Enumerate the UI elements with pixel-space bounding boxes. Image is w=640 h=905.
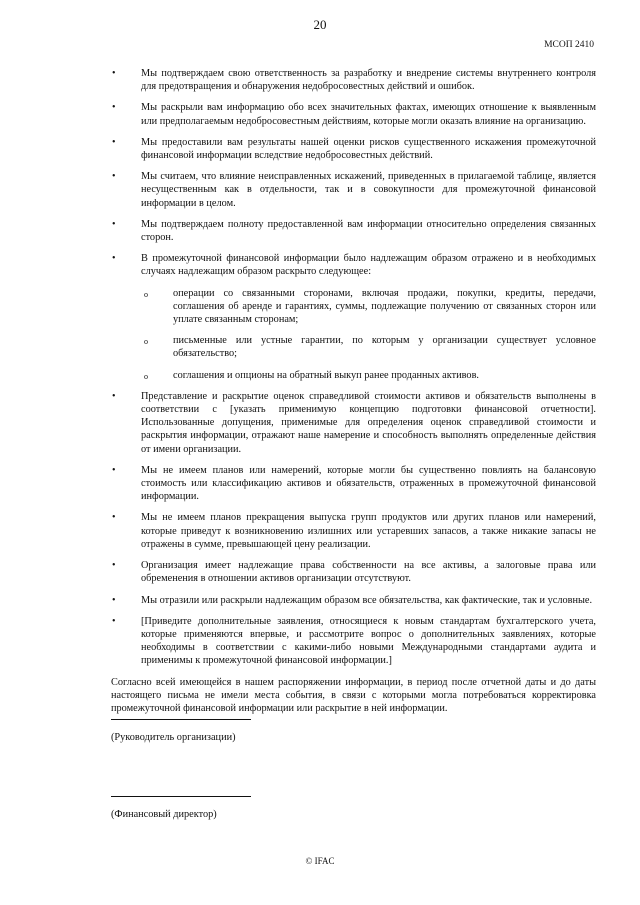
list-item	[112, 67, 596, 93]
list-item	[112, 252, 596, 382]
list-item-text: Мы считаем, что влияние неисправленных искажений, приведенных в прилагаемой таблице, является несущественным как в отдельности, так и в совокупности для промежуточной финансовой информации в целом.	[141, 171, 596, 209]
document-code: МСОП 2410	[544, 40, 594, 50]
signature-line-cfo	[111, 796, 251, 797]
document-body	[111, 67, 596, 715]
sub-list-item-text: соглашения и опционы на обратный выкуп ранее проданных активов.	[173, 369, 479, 381]
bullet-marker: •	[112, 102, 116, 114]
list-item	[112, 136, 596, 162]
list-item-text: Мы подтверждаем полноту предоставленной вам информации относительно определения связанных сторон.	[141, 218, 596, 244]
signature-label-cfo: (Финансовый директор)	[111, 809, 217, 820]
sub-bullet-marker: o	[144, 337, 148, 347]
list-item-text: Мы не имеем планов прекращения выпуска групп продуктов или других планов или намерений, которые приведут к возникновению излишних или устаревших запасов, а также никакие запасы не отражены в сумме, превышающей цену реализации.	[141, 512, 596, 550]
sub-bullet-marker: o	[144, 289, 148, 299]
sub-list-item	[144, 334, 596, 360]
list-item	[112, 170, 596, 210]
list-item-text: [Приведите дополнительные заявления, относящиеся к новым стандартам бухгалтерского учета, которые применяются впервые, и рассмотрите вопрос о дополнительных заявлениях, которые необходимы в соответствии с какими-либо новыми Международными стандартами аудита и применимы к промежуточной финансовой информации.]	[141, 615, 596, 667]
list-item-text: Мы отразили или раскрыли надлежащим образом все обязательства, как фактические, так и условные.	[141, 594, 593, 606]
bullet-marker: •	[112, 68, 116, 79]
bullet-marker: •	[112, 560, 116, 572]
list-item	[112, 390, 596, 456]
signature-label-ceo: (Руководитель организации)	[111, 732, 236, 743]
signature-line-ceo	[111, 719, 251, 720]
bullet-marker: •	[112, 594, 116, 606]
list-item-text: Мы подтверждаем свою ответственность за разработку и внедрение системы внутреннего контроля для предотвращения и обнаружения недобросовестных действий и ошибок.	[141, 68, 596, 93]
bullet-marker: •	[112, 512, 116, 524]
list-item	[112, 464, 596, 504]
list-item	[112, 615, 596, 668]
bullet-marker: •	[112, 253, 116, 265]
sub-bullet-marker: o	[144, 371, 148, 381]
list-item	[112, 218, 596, 244]
bullet-marker: •	[112, 171, 116, 183]
list-item-text: Мы раскрыли вам информацию обо всех значительных фактах, имеющих отношение к выявленным или предполагаемым недобросовестным действиям, которые могли оказать влияние на организацию.	[141, 102, 596, 127]
list-item-text: Мы предоставили вам результаты нашей оценки рисков существенного искажения промежуточной финансовой информации вследствие недобросовестных действий.	[141, 136, 596, 162]
list-item	[112, 559, 596, 585]
closing-paragraph: Согласно всей имеющейся в нашем распоряжении информации, в период после отчетной даты и до даты настоящего письма не имели места события, в связи с которыми могла потребоваться корректировка промежуточной финансовой информации или раскрытие в ней информации.	[111, 676, 596, 714]
sub-list-item	[144, 369, 596, 382]
list-item-text: Организация имеет надлежащие права собственности на все активы, а залоговые права или обременения в отношении активов организации отсутствуют.	[141, 560, 596, 585]
copyright-footer: © IFAC	[305, 856, 335, 866]
bullet-marker: •	[112, 218, 116, 230]
bullet-marker: •	[112, 464, 116, 476]
bullet-marker: •	[112, 390, 116, 402]
bullet-marker: •	[112, 136, 116, 148]
list-item-text: В промежуточной финансовой информации было надлежащим образом отражено и в необходимых случаях надлежащим образом раскрыто следующее:	[141, 253, 596, 278]
list-item-text: Мы не имеем планов или намерений, которые могли бы существенно повлиять на балансовую стоимость или классификацию активов и обязательств, отраженных в промежуточной финансовой информации.	[141, 464, 596, 503]
sub-list-item-text: операции со связанными сторонами, включая продажи, покупки, кредиты, передачи, соглашения об аренде и гарантиях, суммы, подлежащие получению от связанных сторон или уплате связанным сторонам;	[173, 287, 596, 326]
sub-list-item-text: письменные или устные гарантии, по которым у организации существует условное обязательство;	[173, 335, 596, 360]
list-item	[112, 511, 596, 551]
list-item	[112, 594, 596, 607]
page-number: 20	[313, 17, 327, 32]
bullet-marker: •	[112, 615, 116, 627]
list-item-text: Представление и раскрытие оценок справедливой стоимости активов и обязательств выполнены в соответствии с [указать применимую концепцию подготовки финансовой отчетности]. Использованные допущения, применимые для определения оценок справедливой стоимости и раскрытия информации, отражают наше намерение и способность выполнять определенные действия от имени организации.	[141, 390, 596, 455]
list-item	[112, 101, 596, 127]
sub-list-item	[144, 287, 596, 327]
